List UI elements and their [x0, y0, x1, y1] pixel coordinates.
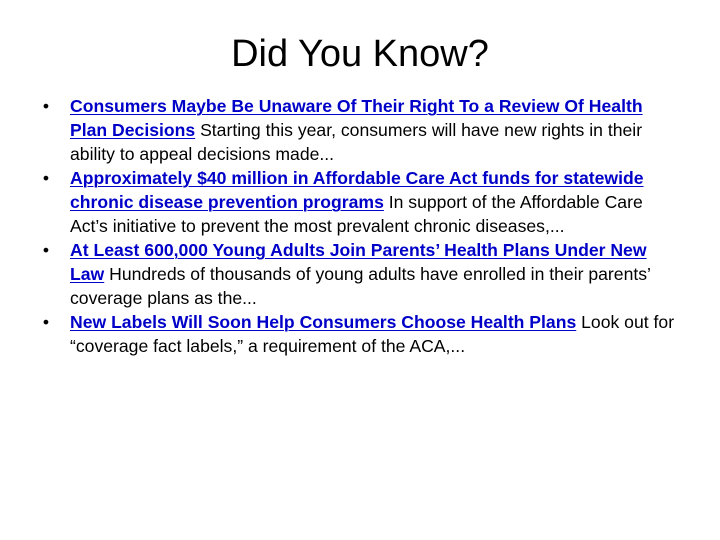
bullet-link[interactable]: Approximately $40 million in Affordable Care Act funds for statewide chronic disease prevention programs	[70, 168, 644, 212]
bullet-item	[36, 238, 676, 310]
bullet-description: Look out for “coverage fact labels,” a requirement of the ACA,...	[70, 312, 675, 356]
bullet-description: Hundreds of thousands of young adults have enrolled in their parents’ coverage plans as the...	[70, 264, 651, 308]
bullet-item	[36, 94, 676, 166]
bullet-link[interactable]: New Labels Will Soon Help Consumers Choose Health Plans	[70, 312, 577, 332]
bullet-link[interactable]: Consumers Maybe Be Unaware Of Their Right To a Review Of Health Plan Decisions	[70, 96, 643, 140]
bullet-dot-icon: •	[42, 312, 50, 332]
bullet-link[interactable]: At Least 600,000 Young Adults Join Parents’ Health Plans Under New Law	[70, 240, 647, 284]
bullet-description: In support of the Affordable Care Act’s initiative to prevent the most prevalent chronic diseases,...	[70, 192, 643, 236]
bullet-dot-icon: •	[42, 96, 50, 116]
slide-title: Did You Know?	[231, 33, 489, 75]
bullet-item	[36, 166, 676, 238]
bullet-dot-icon: •	[42, 240, 50, 260]
bullet-description: Starting this year, consumers will have new rights in their ability to appeal decisions made...	[70, 120, 643, 164]
bullet-item	[36, 310, 676, 358]
bullet-dot-icon: •	[42, 168, 50, 188]
bullet-list	[36, 94, 676, 358]
